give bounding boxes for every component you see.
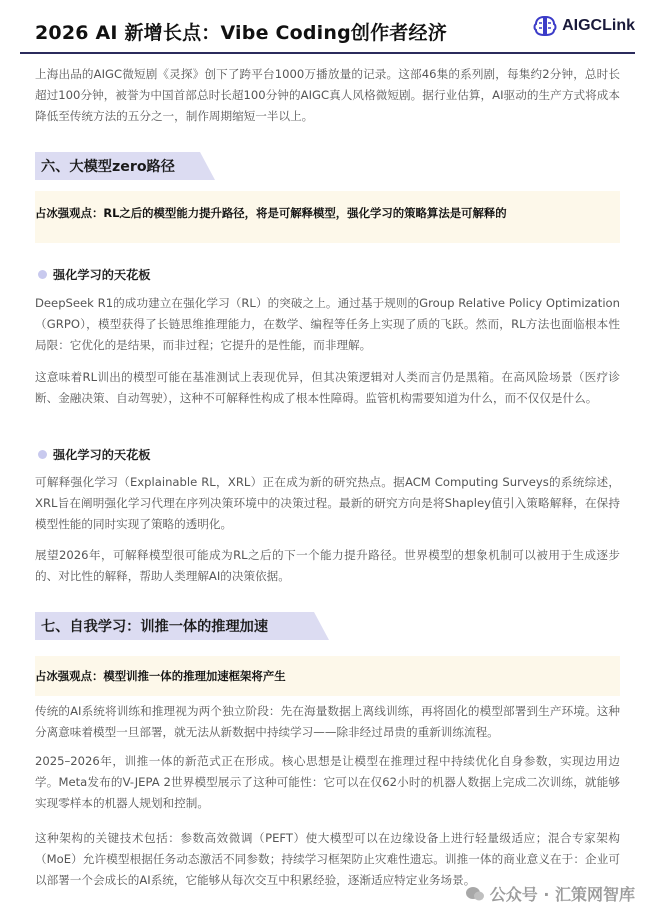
document-title: 2026 AI 新增长点：Vibe Coding创作者经济	[35, 22, 447, 44]
section-6-paragraph-2: 这意味着RL训出的模型可能在基准测试上表现优异，但其决策逻辑对人类而言仍是黑箱。在高风险场景（医疗诊断、金融决策、自动驾驶），这种不可解释性构成了根本性障碍。监管机构需要知道为什么，而不仅仅是什么。	[35, 370, 620, 405]
intro-paragraph: 上海出品的AIGC微短剧《灵探》创下了跨平台1000万播放量的记录。这部46集的系列剧，每集约2分钟，总时长超过100分钟，被誉为中国首部总时长超100分钟的AIGC真人风格微短剧。据行业估算，AI驱动的生产方式将成本降低至传统方法的五分之一，制作周期缩短一半以上。	[35, 67, 620, 123]
section-6-title: 六、大模型zero路径	[41, 159, 175, 175]
chat-bubble-icon	[465, 885, 485, 903]
section-6-heading	[35, 152, 215, 180]
bullet-dot-icon	[38, 450, 47, 459]
bullet-dot-icon	[38, 270, 47, 279]
section-6-paragraph-4: 展望2026年，可解释模型很可能成为RL之后的下一个能力提升路径。世界模型的想象机制可以被用于生成逐步的、对比性的解释，帮助人类理解AI的决策依据。	[35, 548, 620, 583]
subsection-title-1: 强化学习的天花板	[53, 268, 151, 282]
section-7-paragraph-1: 传统的AI系统将训练和推理视为两个独立阶段：先在海量数据上离线训练，再将固化的模型部署到生产环境。这种分离意味着模型一旦部署，就无法从新数据中持续学习——除非经过昂贵的重新训练流程。	[35, 704, 620, 739]
brand-name: AIGCLink	[562, 17, 635, 34]
page-header	[0, 0, 655, 56]
subsection-title-2: 强化学习的天花板	[53, 448, 151, 462]
header-divider	[20, 52, 635, 54]
watermark	[465, 882, 635, 905]
subsection-heading-2	[38, 446, 238, 464]
section-6-viewpoint: 占冰强观点：RL之后的模型能力提升路径，将是可解释模型，强化学习的策略算法是可解释的	[35, 206, 507, 220]
section-7-heading	[35, 612, 329, 640]
section-7-paragraph-3: 这种架构的关键技术包括：参数高效微调（PEFT）使大模型可以在边缘设备上进行轻量级适应；混合专家架构（MoE）允许模型根据任务动态激活不同参数；持续学习框架防止灾难性遗忘。训推一体的商业意义在于：企业可以部署一个会成长的AI系统，它能够从每次交互中积累经验，逐渐适应特定业务场景。	[35, 831, 620, 887]
section-7-title: 七、自我学习：训推一体的推理加速	[41, 619, 269, 635]
section-6-paragraph-1: DeepSeek R1的成功建立在强化学习（RL）的突破之上。通过基于规则的Group Relative Policy Optimization（GRPO），模型获得了长链思维推理能力，在数学、编程等任务上实现了质的飞跃。然而，RL方法也面临根本性局限：它优化的是结果，而非过程；它提升的是性能，而非理解。	[35, 296, 620, 352]
watermark-text: 公众号 · 汇策网智库	[489, 885, 635, 904]
section-7-viewpoint: 占冰强观点：模型训推一体的推理加速框架将产生	[35, 669, 286, 683]
brain-icon	[533, 15, 557, 37]
section-6-paragraph-3: 可解释强化学习（Explainable RL，XRL）正在成为新的研究热点。据ACM Computing Surveys的系统综述，XRL旨在阐明强化学习代理在序列决策环境中的决策过程。最新的研究方向是将Shapley值引入策略解释，在保持模型性能的同时实现了策略的透明化。	[35, 475, 620, 531]
subsection-heading-1	[38, 266, 238, 284]
brand-logo	[533, 15, 635, 37]
section-7-viewpoint-box	[35, 656, 620, 696]
section-6-viewpoint-box	[35, 191, 620, 243]
section-7-paragraph-2: 2025–2026年，训推一体的新范式正在形成。核心思想是让模型在推理过程中持续优化自身参数，实现边用边学。Meta发布的V-JEPA 2世界模型展示了这种可能性：它可以在仅62小时的机器人数据上完成二次训练，就能够实现零样本的机器人规划和控制。	[35, 754, 620, 810]
